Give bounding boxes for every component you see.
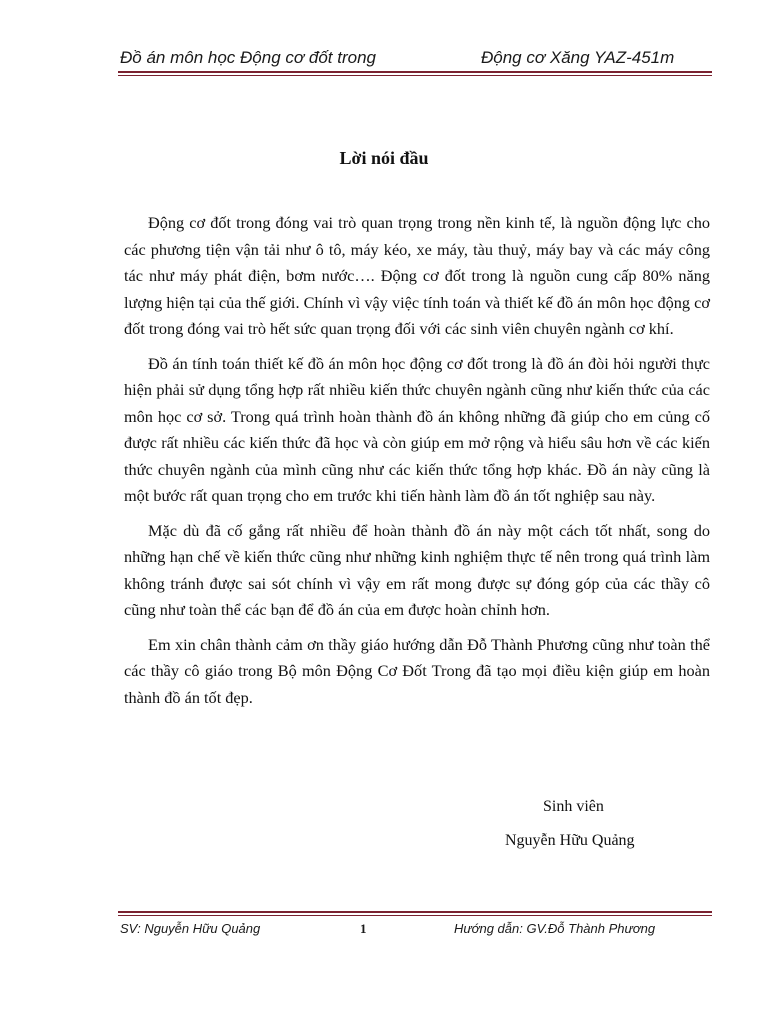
paragraph-2: Đồ án tính toán thiết kế đồ án môn học động cơ đốt trong là đồ án đòi hỏi người thực hiện phải sử dụng tổng hợp rất nhiều kiến thức chuyên ngành cũng như kiến thức của các môn học cơ sở. Trong quá trình hoàn thành đồ án không những đã giúp cho em củng cố được rất nhiều các kiến thức đã học và còn giúp em mở rộng và hiểu sâu hơn về các kiến thức chuyên ngành của mình cũng như các kiến thức tổng hợp khác. Đồ án này cũng là một bước rất quan trọng cho em trước khi tiến hành làm đồ án tốt nghiệp sau này.: [124, 353, 710, 505]
preface-body: [124, 210, 710, 719]
page-header: [118, 48, 712, 72]
header-course-title: Đồ án môn học Động cơ đốt trong: [120, 48, 376, 67]
page-title: Lời nói đầu: [339, 148, 429, 168]
footer-supervisor: Hướng dẫn: GV.Đỗ Thành Phương: [454, 921, 656, 936]
signature-name: Nguyễn Hữu Quảng: [505, 832, 635, 849]
footer-rule: [118, 911, 712, 916]
header-engine-name: Động cơ Xăng YAZ-451m: [481, 48, 675, 67]
header-rule: [118, 71, 712, 76]
signature-role: Sinh viên: [543, 798, 604, 815]
page-footer: [118, 921, 712, 941]
page-number: 1: [360, 921, 367, 936]
paragraph-4: Em xin chân thành cảm ơn thầy giáo hướng dẫn Đỗ Thành Phương cũng như toàn thể các thầy cô giáo trong Bộ môn Động Cơ Đốt Trong đã tạo mọi điều kiện giúp em hoàn thành đồ án tốt đẹp.: [124, 634, 710, 707]
paragraph-1: Động cơ đốt trong đóng vai trò quan trọng trong nền kinh tế, là nguồn động lực cho các phương tiện vận tải như ô tô, máy kéo, xe máy, tàu thuỷ, máy bay và các máy công tác như máy phát điện, bơm nước…. Động cơ đốt trong là nguồn cung cấp 80% năng lượng hiện tại của thế giới. Chính vì vậy việc tính toán và thiết kế đồ án môn học động cơ đốt trong đóng vai trò hết sức quan trọng đối với các sinh viên chuyên ngành cơ khí.: [124, 213, 710, 338]
footer-student: SV: Nguyễn Hữu Quảng: [120, 921, 261, 936]
paragraph-3: Mặc dù đã cố gắng rất nhiều để hoàn thành đồ án này một cách tốt nhất, song do những hạn chế về kiến thức cũng như những kinh nghiệm thực tế nên trong quá trình làm không tránh được sai sót chính vì vậy em rất mong được sự đóng góp của các thầy cô cũng như toàn thể các bạn để đồ án của em được hoàn chỉnh hơn.: [124, 520, 710, 619]
